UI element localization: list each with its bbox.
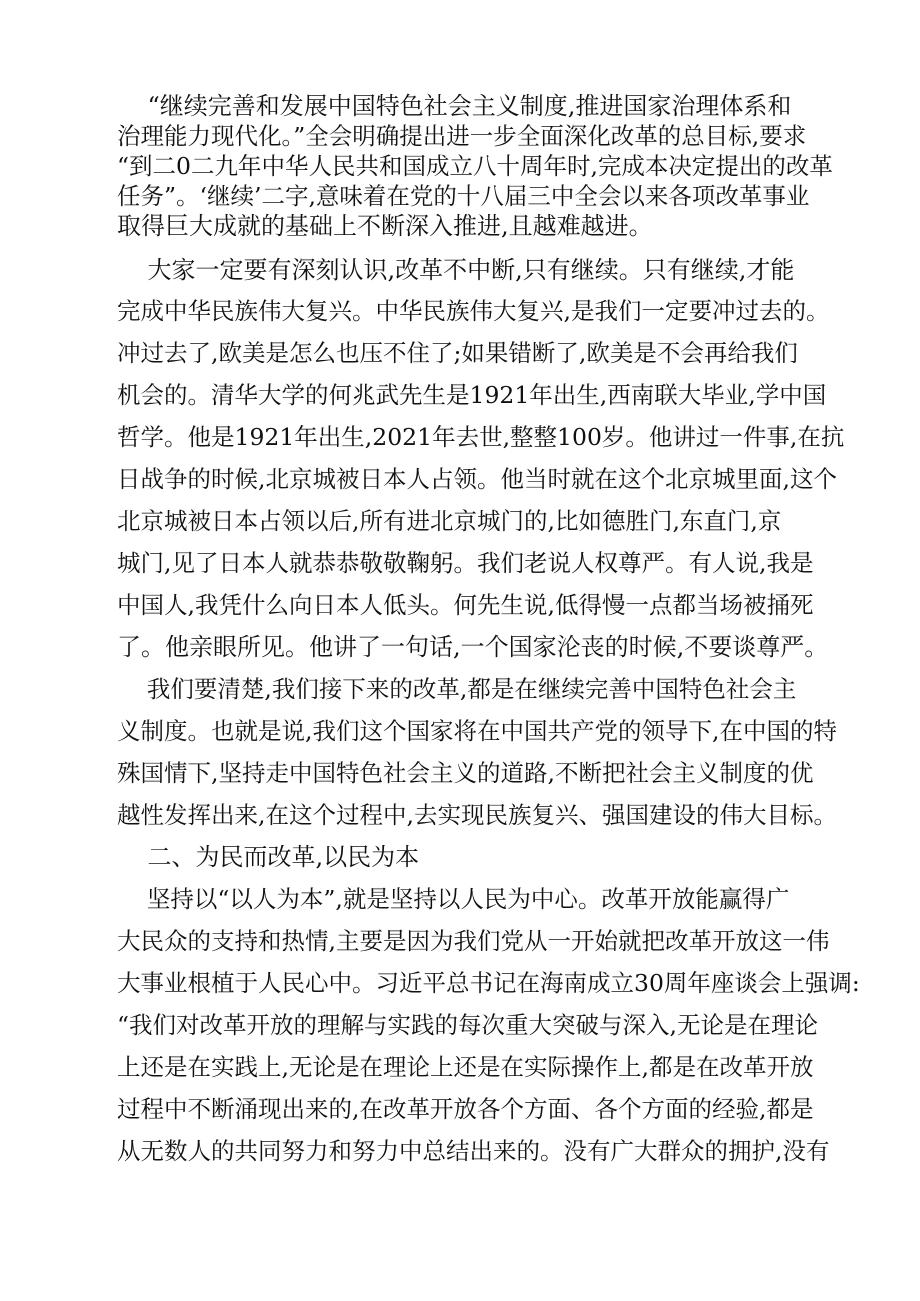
text-line-17: 义制度。也就是说,我们这个国家将在中国共产党的领导下,在中国的特 [117,717,837,745]
text-line-8: 冲过去了,欧美是怎么也压不住了;如果错断了,欧美是不会再给我们 [117,339,798,367]
text-line-21: 坚持以“以人为本”,就是坚持以人民为中心。改革开放能赢得广 [117,885,790,913]
text-line-22: 大民众的支持和热情,主要是因为我们党从一开始就把改革开放这一伟 [117,927,830,955]
text-line-3: “到二0二九年中华人民共和国成立八十周年时,完成本决定提出的改革 [117,152,833,180]
text-line-7: 完成中华民族伟大复兴。中华民族伟大复兴,是我们一定要冲过去的。 [117,297,830,325]
text-line-16: 我们要清楚,我们接下来的改革,都是在继续完善中国特色社会主 [117,675,797,703]
text-line-4: 任务”。‘继续’二字,意味着在党的十八届三中全会以来各项改革事业 [117,182,810,210]
text-line-26: 过程中不断涌现出来的,在改革开放各个方面、各个方面的经验,都是 [117,1095,814,1123]
text-line-14: 中国人,我凭什么向日本人低头。何先生说,低得慢一点都当场被捅死 [117,591,814,619]
text-line-25: 上还是在实践上,无论是在理论上还是在实际操作上,都是在改革开放 [117,1053,814,1081]
text-line-11: 日战争的时候,北京城被日本人占领。他当时就在这个北京城里面,这个 [117,465,837,493]
text-line-1: “继续完善和发展中国特色社会主义制度,推进国家治理体系和 [117,92,792,120]
text-line-5: 取得巨大成就的基础上不断深入推进,且越难越进。 [117,212,653,240]
text-line-18: 殊国情下,坚持走中国特色社会主义的道路,不断把社会主义制度的优 [117,759,814,787]
text-line-6: 大家一定要有深刻认识,改革不中断,只有继续。只有继续,才能 [117,256,795,284]
text-line-10: 哲学。他是1921年出生,2021年去世,整整100岁。他讲过一件事,在抗 [117,423,845,451]
text-line-9: 机会的。清华大学的何兆武先生是1921年出生,西南联大毕业,学中国 [117,381,827,409]
text-line-19: 越性发挥出来,在这个过程中,去实现民族复兴、强国建设的伟大目标。 [117,801,837,829]
text-line-24: “我们对改革开放的理解与实践的每次重大突破与深入,无论是在理论 [117,1011,818,1039]
text-line-2: 治理能力现代化。”全会明确提出进一步全面深化改革的总目标,要求 [117,122,807,150]
text-line-12: 北京城被日本占领以后,所有进北京城门的,比如德胜门,东直门,京 [117,507,782,535]
text-line-23: 大事业根植于人民心中。习近平总书记在海南成立30周年座谈会上强调: [117,969,860,997]
section-heading: 二、为民而改革,以民为本 [117,843,420,871]
text-line-27: 从无数人的共同努力和努力中总结出来的。没有广大群众的拥护,没有 [117,1137,830,1165]
text-line-15: 了。他亲眼所见。他讲了一句话,一个国家沦丧的时候,不要谈尊严。 [117,633,829,661]
text-line-13: 城门,见了日本人就恭恭敬敬鞠躬。我们老说人权尊严。有人说,我是 [117,549,814,577]
